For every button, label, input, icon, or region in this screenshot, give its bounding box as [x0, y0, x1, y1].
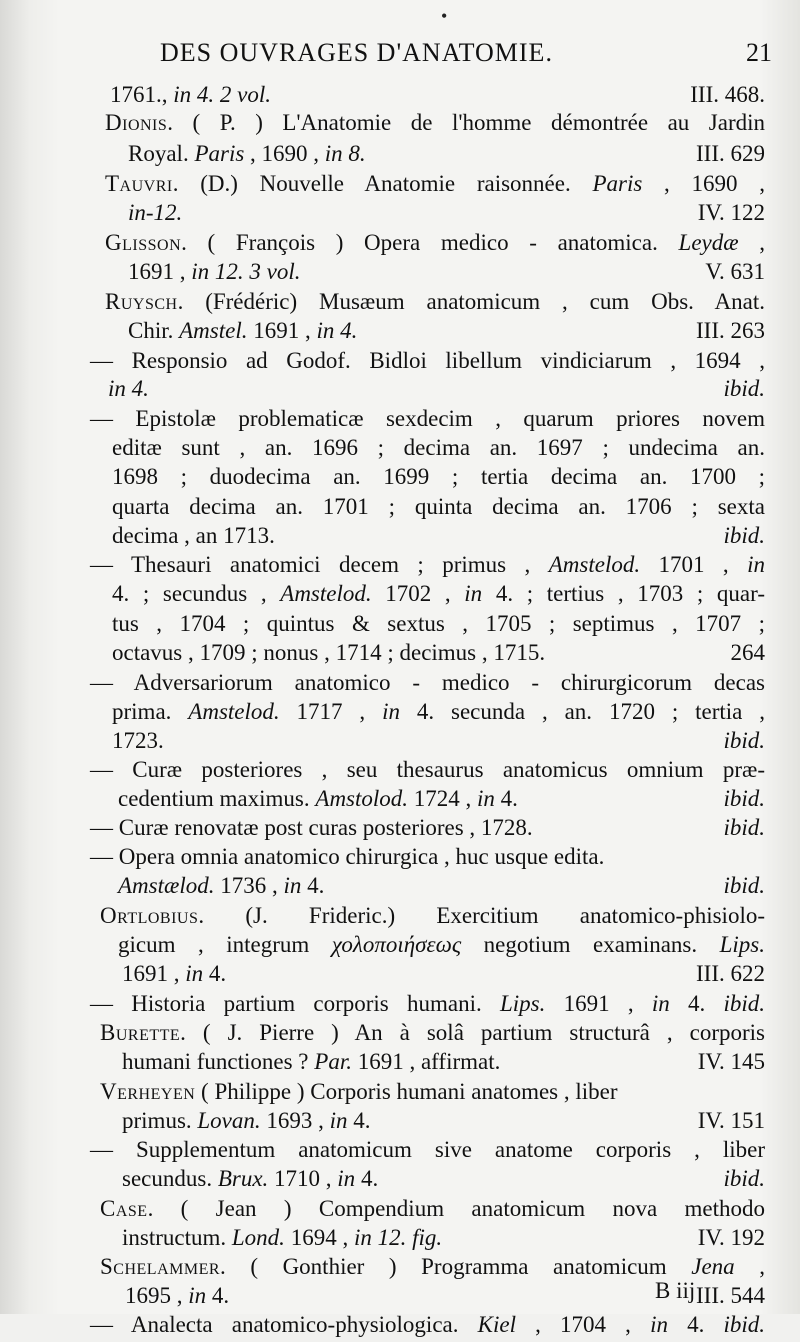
- author-name: Case: [100, 1196, 148, 1221]
- text-run: . ( François ) Opera medico - anatomica.: [181, 230, 679, 255]
- italic-text: ibid.: [723, 1312, 766, 1337]
- line-text: [118, 786, 518, 812]
- line-text: [128, 259, 301, 285]
- text-line: [0, 289, 800, 319]
- text-run: — Historia partium corporis humani.: [90, 991, 500, 1016]
- text-run: primus.: [122, 1108, 198, 1133]
- line-text: [112, 581, 765, 607]
- italic-text: in: [650, 1312, 668, 1337]
- volume-reference: ibid.: [723, 1166, 765, 1191]
- text-run: 4.: [347, 1108, 371, 1133]
- line-text: [90, 757, 765, 783]
- line-text: [105, 289, 765, 315]
- volume-reference: V. 631: [705, 259, 765, 284]
- text-run: ,: [734, 1254, 766, 1279]
- line-text: [125, 1283, 229, 1309]
- italic-text: in 12. 3 vol.: [191, 259, 301, 284]
- italic-text: Paris: [194, 141, 245, 166]
- text-run: 4.: [355, 1166, 379, 1191]
- text-run: 4.: [667, 1312, 724, 1337]
- signature-mark: B iij: [655, 1278, 696, 1303]
- line-text: [112, 728, 164, 754]
- volume-reference: III. 622: [696, 961, 765, 986]
- italic-text: χολοποιήσεως: [331, 932, 462, 957]
- text-run: 4.: [669, 991, 724, 1016]
- text-run: 1723.: [112, 728, 164, 753]
- text-line: [0, 1312, 800, 1342]
- italic-text: ibid.: [723, 991, 766, 1016]
- line-text: [90, 348, 765, 374]
- italic-text: in: [188, 1283, 207, 1308]
- italic-text: Amstelod.: [188, 699, 280, 724]
- line-text: [128, 141, 366, 167]
- text-run: — Epistolæ problematicæ sexdecim , quarum priores novem: [90, 406, 765, 431]
- text-run: , 1690 ,: [244, 141, 325, 166]
- text-line: [0, 670, 800, 700]
- text-run: 1691 ,: [545, 991, 652, 1016]
- italic-text: Lond.: [231, 1225, 285, 1250]
- text-run: . (D.) Nouvelle Anatomie raisonnée.: [172, 171, 593, 196]
- text-line: [0, 581, 800, 611]
- text-run: cedentium maximus.: [118, 786, 316, 811]
- text-line: [0, 1020, 800, 1050]
- text-run: 4.: [494, 786, 518, 811]
- text-run: negotium examinans.: [461, 932, 720, 957]
- text-run: — Adversariorum anatomico - medico - chirurgicorum decas: [90, 670, 765, 695]
- italic-text: Paris: [592, 171, 643, 196]
- italic-text: Amstelod.: [548, 552, 641, 577]
- text-line: [0, 318, 800, 348]
- text-line: [0, 991, 800, 1021]
- text-run: humani functiones ?: [122, 1049, 315, 1074]
- text-run: Royal.: [128, 141, 195, 166]
- text-run: . (J. Frideric.) Exercitium anatomico-phisiolo-: [198, 903, 765, 928]
- line-text: [122, 1049, 500, 1075]
- volume-reference: ibid.: [723, 873, 765, 898]
- line-text: [100, 1254, 765, 1280]
- line-text: [122, 961, 226, 987]
- italic-text: in: [329, 1108, 348, 1133]
- line-text: [90, 815, 533, 841]
- volume-reference: ibid.: [723, 376, 765, 401]
- line-text: [128, 200, 182, 226]
- text-line: [0, 141, 800, 171]
- text-run: instructum.: [122, 1225, 232, 1250]
- line-text: [112, 464, 765, 490]
- line-text: [90, 1312, 765, 1338]
- volume-reference: III. 468.: [690, 82, 765, 107]
- line-text: [100, 903, 765, 929]
- line-text: [112, 435, 765, 461]
- text-line: [0, 640, 800, 670]
- text-run: . ( J. Pierre ) An à solâ partium structurâ , corporis: [180, 1020, 765, 1045]
- text-run: — Curæ posteriores , seu thesaurus anatomicus omnium præ-: [90, 757, 765, 782]
- italic-text: Lips.: [499, 991, 546, 1016]
- line-text: [122, 1225, 442, 1251]
- volume-reference: III. 544: [696, 1283, 765, 1308]
- line-text: [108, 376, 149, 402]
- text-run: decima , an 1713.: [112, 523, 275, 548]
- page-number: 21: [746, 38, 772, 67]
- italic-text: in: [337, 1166, 356, 1191]
- text-run: 1698 ; duodecima an. 1699 ; tertia decima an. 1700 ;: [112, 464, 765, 489]
- line-text: [100, 1196, 765, 1222]
- text-line: [0, 464, 800, 494]
- text-run: octavus , 1709 ; nonus , 1714 ; decimus , 1715.: [112, 640, 546, 665]
- text-line: [0, 1225, 800, 1255]
- text-run: Chir.: [128, 318, 180, 343]
- line-text: [90, 406, 765, 432]
- text-run: quarta decima an. 1701 ; quinta decima an. 1706 ; sexta: [112, 494, 765, 519]
- text-line: [0, 82, 800, 112]
- text-line: [0, 406, 800, 436]
- italic-text: Par.: [314, 1049, 352, 1074]
- text-run: gicum , integrum: [118, 932, 332, 957]
- text-run: — Responsio ad Godof. Bidloi libellum vindiciarum , 1694 ,: [90, 348, 765, 373]
- author-name: Glisson: [105, 230, 182, 255]
- text-run: tus , 1704 ; quintus & sextus , 1705 ; septimus , 1707 ;: [112, 611, 765, 636]
- line-text: [118, 932, 765, 958]
- line-text: [90, 670, 765, 696]
- italic-text: in 12. fig.: [353, 1225, 443, 1250]
- italic-text: in: [747, 552, 765, 577]
- text-run: 1702 ,: [371, 581, 465, 606]
- volume-reference: IV. 145: [697, 1049, 765, 1074]
- italic-text: Leydæ: [678, 230, 739, 255]
- text-run: 1691 ,: [128, 259, 192, 284]
- text-run: 4.: [301, 873, 325, 898]
- line-text: [110, 82, 271, 108]
- line-text: [112, 640, 545, 666]
- text-line: [0, 699, 800, 729]
- text-run: ,: [738, 230, 766, 255]
- line-text: [90, 1137, 765, 1163]
- line-text: [105, 171, 765, 197]
- author-name: Burette: [100, 1020, 181, 1045]
- line-text: [112, 611, 765, 637]
- author-name: Ortlobius: [100, 903, 199, 928]
- text-line: [0, 1137, 800, 1167]
- italic-text: in: [185, 961, 204, 986]
- line-text: [100, 1079, 618, 1105]
- volume-reference: ibid.: [723, 728, 765, 753]
- italic-text: Amstel.: [179, 318, 248, 343]
- volume-reference: III. 263: [696, 318, 765, 343]
- text-run: — Analecta anatomico-physiologica.: [90, 1312, 478, 1337]
- author-name: Dionis: [105, 110, 168, 135]
- italic-text: in 8.: [324, 141, 366, 166]
- line-text: [122, 1166, 378, 1192]
- text-run: 1691 ,: [247, 318, 317, 343]
- line-text: [118, 873, 324, 899]
- text-run: 1724 ,: [408, 786, 478, 811]
- volume-reference: ibid.: [723, 815, 765, 840]
- text-line: [0, 786, 800, 816]
- line-text: [90, 844, 604, 870]
- italic-text: Kiel: [477, 1312, 516, 1337]
- text-line: [0, 815, 800, 845]
- volume-reference: ibid.: [723, 786, 765, 811]
- text-run: — Curæ renovatæ post curas posteriores , 1728.: [90, 815, 533, 840]
- text-run: 1717 ,: [279, 699, 383, 724]
- italic-text: Amstælod.: [118, 873, 215, 898]
- text-line: [0, 873, 800, 903]
- line-text: [112, 699, 765, 725]
- text-line: [0, 523, 800, 553]
- text-run: 1694 ,: [284, 1225, 354, 1250]
- author-name: Tauvri: [105, 171, 173, 196]
- line-text: [105, 110, 765, 136]
- text-run: editæ sunt , an. 1696 ; decima an. 1697 ; undecima an.: [112, 435, 765, 460]
- volume-reference: IV. 192: [697, 1225, 765, 1250]
- text-run: 1691 , affirmat.: [351, 1049, 501, 1074]
- text-run: . ( P. ) L'Anatomie de l'homme démontrée au Jardin: [167, 110, 765, 135]
- author-name: Schelammer: [100, 1254, 221, 1279]
- italic-text: in 4.: [316, 318, 358, 343]
- text-run: 1736 ,: [214, 873, 284, 898]
- text-run: 4.: [203, 961, 227, 986]
- italic-text: in: [651, 991, 670, 1016]
- line-text: [90, 552, 765, 578]
- text-run: — Thesauri anatomici decem ; primus ,: [90, 552, 549, 577]
- italic-text: in: [464, 581, 483, 606]
- italic-text: Amstelod.: [280, 581, 372, 606]
- line-text: [112, 494, 765, 520]
- text-line: [0, 348, 800, 378]
- author-name: Ruysch: [105, 289, 178, 314]
- text-line: [0, 1049, 800, 1079]
- volume-reference: 264: [730, 640, 765, 665]
- text-line: [0, 435, 800, 465]
- text-line: [0, 171, 800, 201]
- author-name: Verheyen: [100, 1079, 196, 1104]
- text-run: , 1690 ,: [642, 171, 766, 196]
- text-run: — Opera omnia anatomico chirurgica , huc usque edita.: [90, 844, 605, 869]
- line-text: [105, 230, 765, 256]
- line-text: [128, 318, 357, 344]
- text-run: 4. ; secundus ,: [112, 581, 281, 606]
- line-text: [100, 1020, 765, 1046]
- text-line: [0, 1079, 800, 1109]
- text-run: 4.: [206, 1283, 230, 1308]
- text-line: [0, 1166, 800, 1196]
- text-run: 1693 ,: [260, 1108, 330, 1133]
- text-line: [0, 259, 800, 289]
- text-run: . (Frédéric) Musæum anatomicum , cum Obs. Anat.: [177, 289, 765, 314]
- italic-text: in: [382, 699, 400, 724]
- text-run: secundus.: [122, 1166, 218, 1191]
- volume-reference: ibid.: [723, 523, 765, 548]
- text-run: 1701 ,: [640, 552, 748, 577]
- text-line: [0, 844, 800, 874]
- text-run: — Supplementum anatomicum sive anatome corporis , liber: [90, 1137, 765, 1162]
- text-run: ( Philippe ) Corporis humani anatomes , liber: [195, 1079, 618, 1104]
- volume-reference: IV. 151: [697, 1108, 765, 1133]
- italic-text: in 4.: [108, 376, 149, 401]
- text-line: [0, 494, 800, 524]
- volume-reference: IV. 122: [697, 200, 765, 225]
- text-run: 4. ; tertius , 1703 ; quar-: [482, 581, 765, 606]
- text-line: [0, 961, 800, 991]
- line-text: [90, 991, 765, 1017]
- text-line: [0, 1196, 800, 1226]
- italic-text: in 4. 2 vol.: [167, 82, 271, 107]
- text-line: [0, 110, 800, 140]
- text-run: , 1704 ,: [515, 1312, 651, 1337]
- text-line: [0, 903, 800, 933]
- text-run: prima.: [112, 699, 189, 724]
- text-line: [0, 552, 800, 582]
- italic-text: in: [283, 873, 302, 898]
- text-run: 1691 ,: [122, 961, 186, 986]
- italic-text: in-12.: [128, 200, 183, 225]
- text-run: 1710 ,: [268, 1166, 338, 1191]
- italic-text: in: [477, 786, 495, 811]
- text-line: [0, 230, 800, 260]
- text-line: [0, 200, 800, 230]
- text-line: [0, 932, 800, 962]
- italic-text: Lovan.: [197, 1108, 261, 1133]
- page-title: DES OUVRAGES D'ANATOMIE.: [160, 38, 553, 67]
- line-text: [122, 1108, 371, 1134]
- volume-reference: III. 629: [696, 141, 765, 166]
- text-run: . ( Gonthier ) Programma anatomicum: [220, 1254, 692, 1279]
- italic-text: Jena: [691, 1254, 735, 1279]
- text-line: [0, 757, 800, 787]
- italic-text: Amstolod.: [315, 786, 409, 811]
- text-run: 4. secunda , an. 1720 ; tertia ,: [399, 699, 766, 724]
- italic-text: Lips.: [719, 932, 765, 957]
- text-run: 1695 ,: [125, 1283, 189, 1308]
- ink-dot: •: [441, 6, 448, 26]
- italic-text: Brux.: [217, 1166, 269, 1191]
- text-line: [0, 728, 800, 758]
- text-line: [0, 376, 800, 406]
- line-text: [112, 523, 275, 549]
- text-line: [0, 1108, 800, 1138]
- text-line: [0, 611, 800, 641]
- text-run: 1761.,: [110, 82, 168, 107]
- text-run: . ( Jean ) Compendium anatomicum nova methodo: [147, 1196, 765, 1221]
